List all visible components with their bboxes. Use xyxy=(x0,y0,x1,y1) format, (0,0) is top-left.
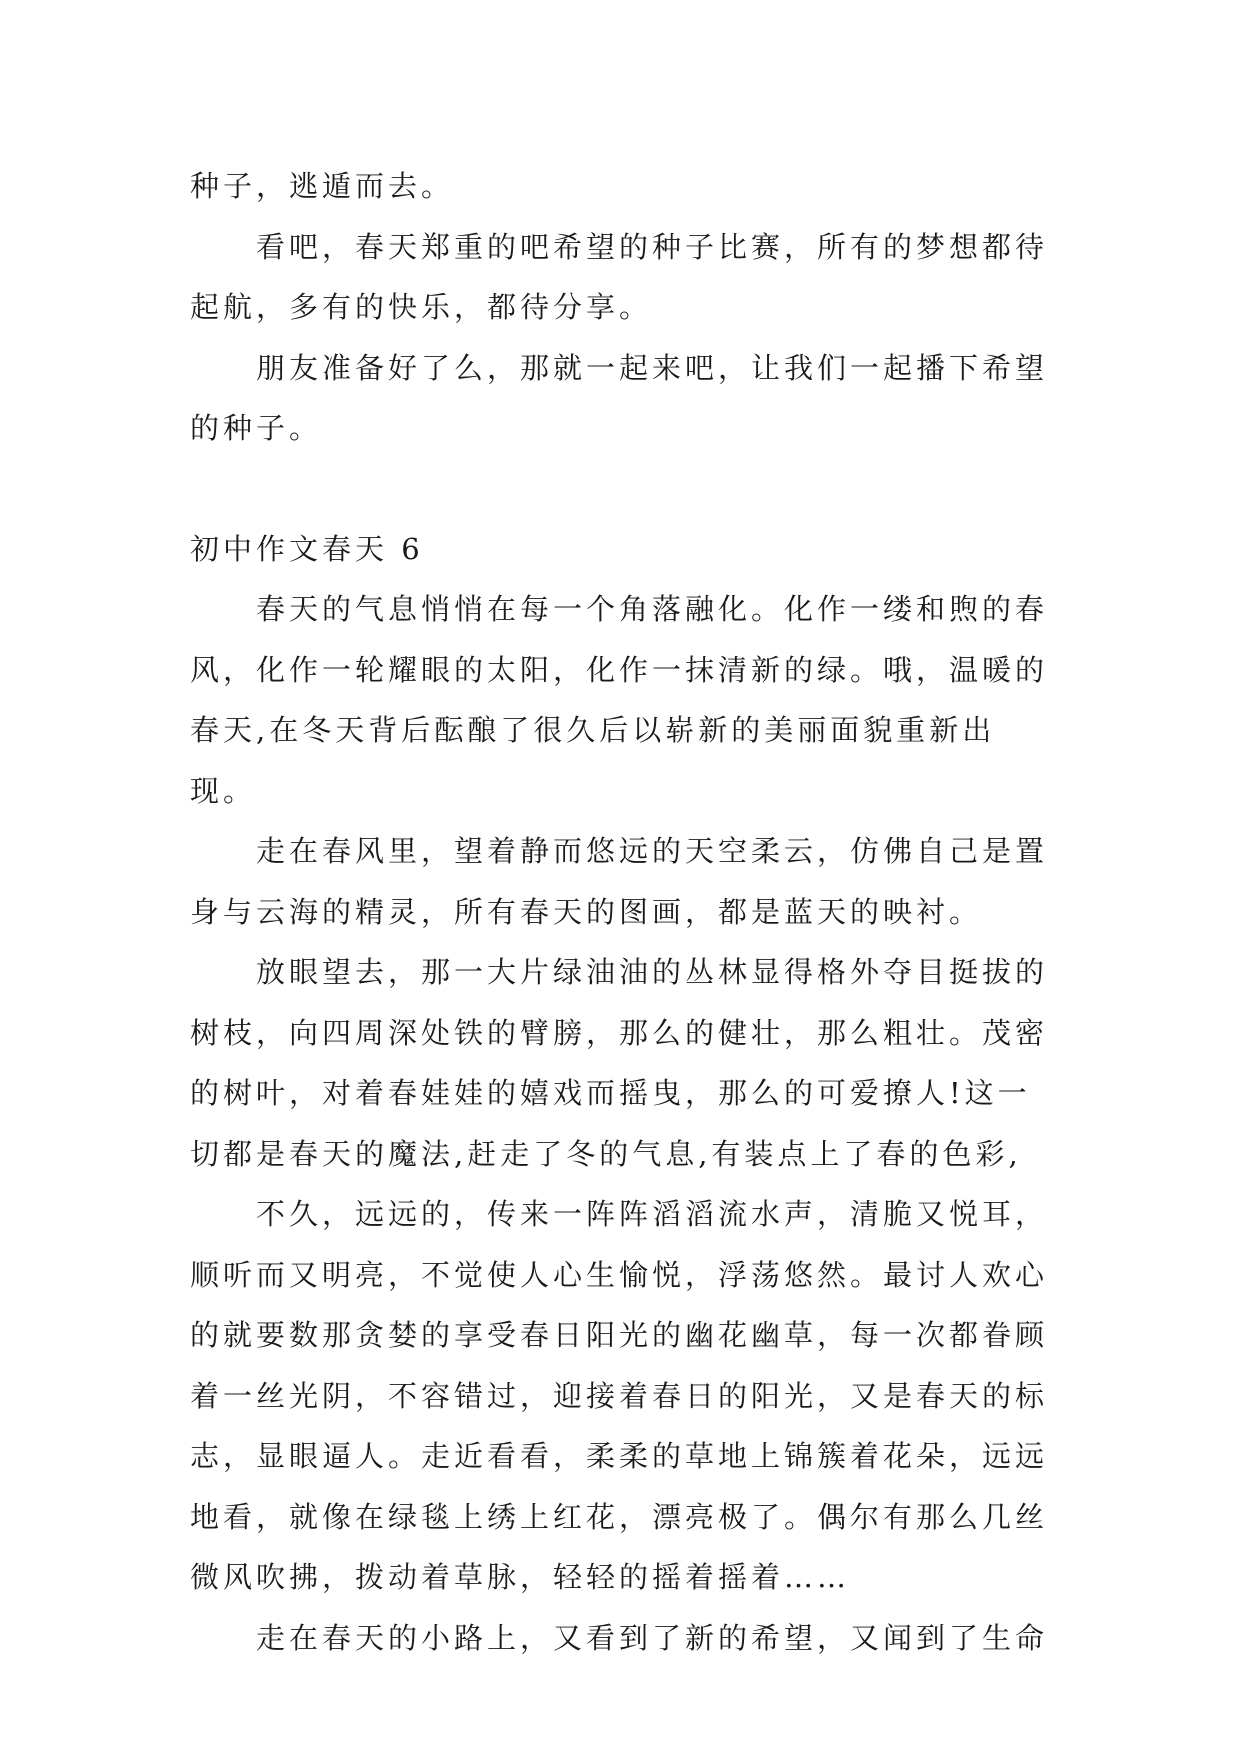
paragraph: 看吧，春天郑重的吧希望的种子比赛，所有的梦想都待起航，多有的快乐，都待分享。 xyxy=(190,229,1049,324)
paragraph: 放眼望去，那一大片绿油油的丛林显得格外夺目挺拔的树枝，向四周深处铁的臂膀，那么的健壮，那么粗壮。茂密的树叶，对着春娃娃的嬉戏而摇曳，那么的可爱撩人!这一切都是春天的魔法,赶走了冬的气息,有装点上了春的色彩, xyxy=(190,955,1049,1171)
document-body xyxy=(190,156,1050,1668)
paragraph: 朋友准备好了么，那就一起来吧，让我们一起播下希望的种子。 xyxy=(190,350,1049,445)
paragraph: 走在春天的小路上，又看到了新的希望，又闻到了生命 xyxy=(256,1620,1049,1655)
paragraph: 走在春风里，望着静而悠远的天空柔云，仿佛自己是置身与云海的精灵，所有春天的图画，都是蓝天的映衬。 xyxy=(190,834,1049,929)
section-heading: 初中作文春天 6 xyxy=(190,531,424,566)
section-gap xyxy=(190,459,1050,519)
paragraph: 不久，远远的，传来一阵阵滔滔流水声，清脆又悦耳，顺听而又明亮，不觉使人心生愉悦，浮荡悠然。最讨人欢心的就要数那贪婪的享受春日阳光的幽花幽草，每一次都眷顾着一丝光阴，不容错过，迎接着春日的阳光，又是春天的标志，显眼逼人。走近看看，柔柔的草地上锦簇着花朵，远远地看，就像在绿毯上绣上红花，漂亮极了。偶尔有那么几丝微风吹拂，拨动着草脉，轻轻的摇着摇着…… xyxy=(190,1197,1049,1594)
paragraph: 种子，逃遁而去。 xyxy=(190,169,455,203)
paragraph: 春天的气息悄悄在每一个角落融化。化作一缕和煦的春风，化作一轮耀眼的太阳，化作一抹清新的绿。哦，温暖的春天,在冬天背后酝酿了很久后以崭新的美丽面貌重新出现。 xyxy=(190,592,1049,808)
